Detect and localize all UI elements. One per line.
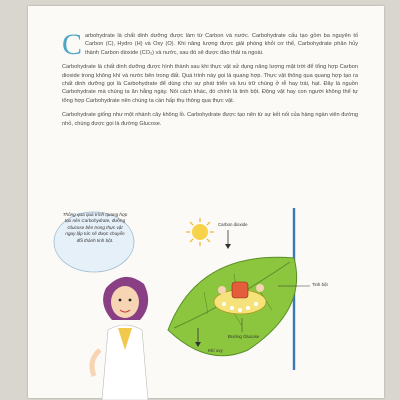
paragraph-1 bbox=[62, 28, 358, 61]
label-starch: Tinh bột bbox=[312, 282, 328, 287]
body-text bbox=[62, 28, 358, 134]
woman-character bbox=[92, 277, 148, 400]
label-carbon-dioxide: Carbon dioxide bbox=[218, 222, 248, 227]
drop-cap: C bbox=[62, 28, 83, 61]
paragraph-3: Carbohydrate giống như một nhánh cây không lồ. Carbohydrate được tạo nên từ sự kết nối của hàng ngàn viên đường nhỏ, chúng được gọi là đường Glucose. bbox=[62, 112, 358, 127]
label-oxygen: Khí oxy bbox=[208, 348, 223, 353]
speech-bubble-text: Thông qua quá trình quang hợp tạo nên Carbohydrate, đường Glucose bên trong thực vật ngay lập tức sẽ được chuyển đổi thành tinh bột. bbox=[62, 212, 128, 243]
sun-icon bbox=[186, 218, 214, 246]
label-glucose: Đường Glucose bbox=[228, 334, 260, 339]
chloroplast-factory bbox=[214, 282, 266, 314]
paragraph-1-text: arbohydrate là chất dinh dưỡng được làm từ Carbon và nước. Carbohydrate cấu tạo gồm ba nguyên tố Carbon (C), Hydro (H) và Oxy (O). Khi năng lượng được giải phóng khỏi cơ thể, Carbohydrate phân hủy thành Carbon dioxide (CO₂) và nước, sau đó sẽ được đào thải ra ngoài. bbox=[85, 33, 358, 56]
paragraph-2: Carbohydrate là chất dinh dưỡng được hình thành sau khi thực vật sử dụng năng lượng mặt trời để tổng hợp Carbon dioxide trong không khí và nước bên trong đất. Quá trình này gọi là quang hợp. Thực vật thông qua quang hợp tạo ra chất dinh dưỡng gọi là Carbohydrate để dùng cho sự phát triển và lưu trữ chúng ở rễ hay trái, hạt. Đây là nguồn Carbohydrate mà chúng ta ăn hằng ngày. Nói cách khác, đó chính là tinh bột. Động vật hay con người không thể tự tổng hợp Carbohydrate nên chúng ta cần hấp thụ thông qua thực vật. bbox=[62, 64, 358, 104]
co2-arrow-icon bbox=[225, 230, 231, 249]
